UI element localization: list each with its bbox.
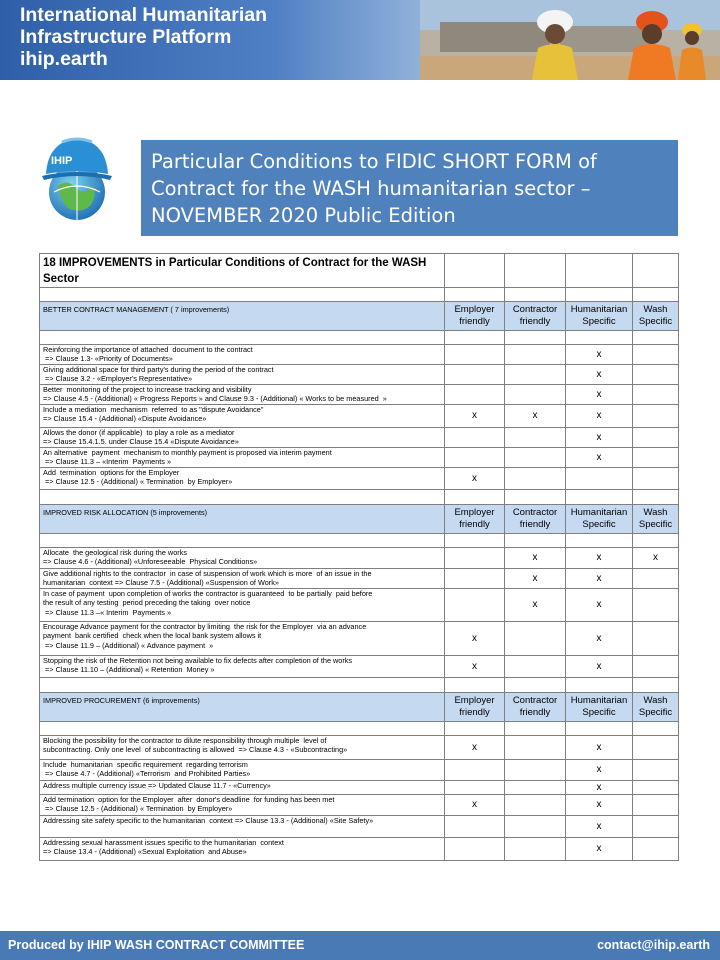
improvement-description [40, 468, 445, 490]
criteria-mark [566, 468, 633, 490]
empty-cell [566, 254, 633, 288]
description-line: Include humanitarian specific requirement regarding terrorism [43, 760, 248, 769]
criteria-mark: x [566, 365, 633, 385]
improvement-row [40, 795, 679, 816]
description-line: => Clause 11.3 –« Interim Payments » [43, 607, 172, 617]
improvement-row [40, 405, 679, 428]
criteria-mark [633, 468, 679, 490]
description-line: subcontracting. Only one level of subcontracting is allowed => Clause 4.3 - «Subcontracting» [43, 745, 348, 755]
criteria-mark: x [505, 548, 566, 569]
criteria-mark [445, 589, 505, 622]
improvement-description [40, 656, 445, 678]
criteria-mark [633, 428, 679, 448]
document-title: Particular Conditions to FIDIC SHORT FORM of Contract for the WASH humanitarian sector – NOVEMBER 2020 Public Edition [141, 140, 678, 236]
description-line: humanitarian context => Clause 7.5 - (Additional) «Suspension of Work» [43, 578, 279, 588]
empty-cell [505, 490, 566, 505]
criteria-mark: x [566, 838, 633, 861]
improvement-description [40, 781, 445, 795]
criteria-mark: x [566, 405, 633, 428]
empty-cell [633, 534, 679, 548]
description-line: => Clause 11.3 – «Interim Payments » [43, 457, 172, 467]
improvement-row [40, 622, 679, 656]
ihip-helmet-logo [40, 134, 114, 226]
criteria-mark [633, 816, 679, 838]
criteria-mark: x [566, 569, 633, 589]
improvement-row [40, 760, 679, 781]
criteria-mark: x [566, 345, 633, 365]
empty-cell [445, 490, 505, 505]
description-line: Allocate the geological risk during the works [43, 548, 187, 557]
criteria-mark: x [633, 548, 679, 569]
criteria-mark: x [445, 468, 505, 490]
criteria-mark: x [566, 448, 633, 468]
column-header: Employer friendly [445, 505, 505, 534]
criteria-mark [505, 838, 566, 861]
description-line: => Clause 4.5 - (Additional) « Progress Reports » and Clause 9.3 - (Additional) « Works to be measured » [43, 394, 387, 404]
criteria-mark [505, 428, 566, 448]
section-label: BETTER CONTRACT MANAGEMENT ( 7 improvements) [40, 302, 445, 331]
empty-cell [40, 534, 445, 548]
spacer-row [40, 722, 679, 736]
criteria-mark [633, 838, 679, 861]
criteria-mark: x [566, 622, 633, 656]
improvement-row [40, 468, 679, 490]
criteria-mark [505, 385, 566, 405]
criteria-mark [505, 468, 566, 490]
section-label: IMPROVED RISK ALLOCATION (5 improvements) [40, 505, 445, 534]
description-line: Give additional rights to the contractor in case of suspension of work which is more of an issue in the [43, 569, 372, 578]
criteria-mark [633, 795, 679, 816]
criteria-mark [505, 345, 566, 365]
footer-bar [0, 931, 720, 960]
description-line: Better monitoring of the project to increase tracking and visibility [43, 385, 252, 394]
criteria-mark [633, 448, 679, 468]
column-header: Wash Specific [633, 505, 679, 534]
empty-cell [633, 678, 679, 693]
column-header: Contractor friendly [505, 302, 566, 331]
criteria-mark [445, 448, 505, 468]
criteria-mark [445, 569, 505, 589]
criteria-mark: x [566, 656, 633, 678]
criteria-mark [445, 816, 505, 838]
empty-cell [566, 331, 633, 345]
empty-cell [566, 534, 633, 548]
improvement-description [40, 448, 445, 468]
improvement-description [40, 736, 445, 760]
criteria-mark: x [566, 816, 633, 838]
description-line: payment bank certified check when the local bank system allows it [43, 631, 262, 641]
footer-producer: Produced by IHIP WASH CONTRACT COMMITTEE [8, 938, 305, 952]
description-line: Encourage Advance payment for the contractor by limiting the risk for the Employer via an advance [43, 622, 367, 631]
empty-cell [633, 722, 679, 736]
description-line: => Clause 3.2 - «Employer's Representative» [43, 374, 193, 384]
criteria-mark [445, 385, 505, 405]
empty-cell [445, 288, 505, 302]
criteria-mark: x [566, 385, 633, 405]
improvement-description [40, 365, 445, 385]
improvement-description [40, 428, 445, 448]
description-line: Giving additional space for third party's during the period of the contract [43, 365, 274, 374]
description-line: Reinforcing the importance of attached document to the contract [43, 345, 253, 354]
criteria-mark [633, 365, 679, 385]
improvement-row [40, 781, 679, 795]
improvement-row [40, 736, 679, 760]
description-line: => Clause 13.4 - (Additional) «Sexual Exploitation and Abuse» [43, 847, 247, 857]
description-line: => Clause 12.5 - (Additional) « Termination by Employer» [43, 477, 233, 487]
criteria-mark [633, 569, 679, 589]
criteria-mark [633, 656, 679, 678]
empty-cell [40, 678, 445, 693]
empty-cell [566, 722, 633, 736]
criteria-mark: x [566, 736, 633, 760]
description-line: => Clause 15.4 - (Additional) «Dispute Avoidance» [43, 414, 207, 424]
improvement-row [40, 589, 679, 622]
improvement-row [40, 656, 679, 678]
criteria-mark: x [445, 622, 505, 656]
description-line: In case of payment upon completion of works the contractor is guaranteed to be partially paid before [43, 589, 373, 598]
description-line: Include a mediation mechanism referred to as "dispute Avoidance" [43, 405, 264, 414]
criteria-mark [633, 781, 679, 795]
empty-cell [40, 722, 445, 736]
criteria-mark: x [505, 569, 566, 589]
criteria-mark: x [566, 795, 633, 816]
empty-cell [445, 534, 505, 548]
description-line: => Clause 12.5 - (Additional) « Termination by Employer» [43, 804, 233, 814]
criteria-mark [445, 548, 505, 569]
description-line: Stopping the risk of the Retention not being available to fix defects after completion of the works [43, 656, 353, 665]
description-line: An alternative payment mechanism to monthly payment is proposed via interim payment [43, 448, 332, 457]
criteria-mark [633, 760, 679, 781]
criteria-mark [505, 781, 566, 795]
criteria-mark: x [566, 428, 633, 448]
criteria-mark [445, 838, 505, 861]
empty-cell [445, 722, 505, 736]
empty-cell [505, 288, 566, 302]
empty-cell [40, 288, 445, 302]
improvement-description [40, 589, 445, 622]
improvement-row [40, 548, 679, 569]
description-line: Address multiple currency issue => Updated Clause 11.7 - «Currency» [43, 781, 271, 790]
improvement-description [40, 816, 445, 838]
column-header: Humanitarian Specific [566, 693, 633, 722]
improvements-table [39, 253, 679, 861]
improvement-description [40, 385, 445, 405]
improvement-description [40, 548, 445, 569]
spacer-row [40, 288, 679, 302]
section-header-row [40, 302, 679, 331]
empty-cell [40, 331, 445, 345]
platform-name [20, 4, 267, 70]
empty-cell [633, 490, 679, 505]
description-line: Allows the donor (if applicable) to play a role as a mediator [43, 428, 235, 437]
improvement-row [40, 385, 679, 405]
spacer-row [40, 490, 679, 505]
column-header: Employer friendly [445, 302, 505, 331]
description-line: Addressing site safety specific to the humanitarian context => Clause 13.3 - (Additional) «Site Safety» [43, 816, 374, 825]
criteria-mark [633, 385, 679, 405]
criteria-mark: x [566, 589, 633, 622]
column-header: Contractor friendly [505, 505, 566, 534]
criteria-mark [445, 365, 505, 385]
description-line: Add termination option for the Employer after donor's deadline for funding has been met [43, 795, 335, 804]
criteria-mark: x [566, 548, 633, 569]
criteria-mark [505, 656, 566, 678]
description-line: => Clause 11.9 – (Additional) « Advance payment » [43, 640, 214, 650]
improvement-row [40, 448, 679, 468]
column-header: Humanitarian Specific [566, 505, 633, 534]
criteria-mark: x [505, 405, 566, 428]
logo-text: IHIP [51, 155, 73, 167]
improvement-description [40, 795, 445, 816]
table-title-row [40, 254, 679, 288]
column-header: Humanitarian Specific [566, 302, 633, 331]
criteria-mark [633, 345, 679, 365]
improvement-row [40, 345, 679, 365]
column-header: Wash Specific [633, 693, 679, 722]
empty-cell [566, 490, 633, 505]
section-header-row [40, 505, 679, 534]
improvement-description [40, 838, 445, 861]
spacer-row [40, 331, 679, 345]
column-header: Contractor friendly [505, 693, 566, 722]
empty-cell [633, 254, 679, 288]
footer-contact-email[interactable]: contact@ihip.earth [597, 938, 710, 952]
improvement-row [40, 428, 679, 448]
criteria-mark: x [566, 781, 633, 795]
spacer-row [40, 534, 679, 548]
criteria-mark [445, 781, 505, 795]
criteria-mark [445, 760, 505, 781]
empty-cell [445, 331, 505, 345]
criteria-mark [633, 405, 679, 428]
criteria-mark [633, 736, 679, 760]
empty-cell [505, 722, 566, 736]
improvement-description [40, 622, 445, 656]
platform-name-line2: Infrastructure Platform [20, 26, 232, 48]
empty-cell [633, 288, 679, 302]
section-header-row [40, 693, 679, 722]
criteria-mark [445, 345, 505, 365]
platform-name-line1: International Humanitarian [20, 4, 268, 26]
improvement-row [40, 365, 679, 385]
criteria-mark [505, 816, 566, 838]
criteria-mark: x [505, 589, 566, 622]
table-title: 18 IMPROVEMENTS in Particular Conditions of Contract for the WASH Sector [40, 254, 445, 288]
criteria-mark: x [566, 760, 633, 781]
improvement-row [40, 816, 679, 838]
description-line: => Clause 4.7 - (Additional) «Terrorism and Prohibited Parties» [43, 769, 251, 779]
column-header: Employer friendly [445, 693, 505, 722]
improvement-description [40, 345, 445, 365]
description-line: => Clause 1.3- «Priority of Documents» [43, 354, 173, 364]
improvement-row [40, 838, 679, 861]
improvement-description [40, 569, 445, 589]
empty-cell [566, 678, 633, 693]
improvement-description [40, 405, 445, 428]
empty-cell [505, 331, 566, 345]
improvement-description [40, 760, 445, 781]
criteria-mark: x [445, 795, 505, 816]
empty-cell [505, 678, 566, 693]
description-line: Add termination options for the Employer [43, 468, 180, 477]
criteria-mark [633, 589, 679, 622]
criteria-mark: x [445, 656, 505, 678]
empty-cell [505, 254, 566, 288]
column-header: Wash Specific [633, 302, 679, 331]
criteria-mark [505, 365, 566, 385]
criteria-mark [505, 736, 566, 760]
section-label: IMPROVED PROCUREMENT (6 improvements) [40, 693, 445, 722]
construction-workers-photo [420, 0, 720, 80]
empty-cell [40, 490, 445, 505]
criteria-mark: x [445, 736, 505, 760]
criteria-mark [505, 760, 566, 781]
description-line: the result of any testing period preceding the taking over notice [43, 598, 251, 608]
empty-cell [566, 288, 633, 302]
description-line: => Clause 15.4.1.5. under Clause 15.4 «Dispute Avoidance» [43, 437, 239, 447]
criteria-mark [505, 622, 566, 656]
criteria-mark [505, 795, 566, 816]
empty-cell [505, 534, 566, 548]
description-line: => Clause 4.6 - (Additional) «Unforeseeable Physical Conditions» [43, 557, 258, 567]
empty-cell [445, 254, 505, 288]
description-line: Blocking the possibility for the contractor to dilute responsibility through multiple level of [43, 736, 327, 745]
criteria-mark: x [445, 405, 505, 428]
empty-cell [633, 331, 679, 345]
header-banner [0, 0, 720, 80]
description-line: Addressing sexual harassment issues specific to the humanitarian context [43, 838, 284, 847]
improvement-row [40, 569, 679, 589]
empty-cell [445, 678, 505, 693]
description-line: => Clause 11.10 – (Additional) « Retention Money » [43, 665, 215, 675]
platform-website: ihip.earth [20, 48, 108, 70]
criteria-mark [505, 448, 566, 468]
criteria-mark [633, 622, 679, 656]
spacer-row [40, 678, 679, 693]
criteria-mark [445, 428, 505, 448]
